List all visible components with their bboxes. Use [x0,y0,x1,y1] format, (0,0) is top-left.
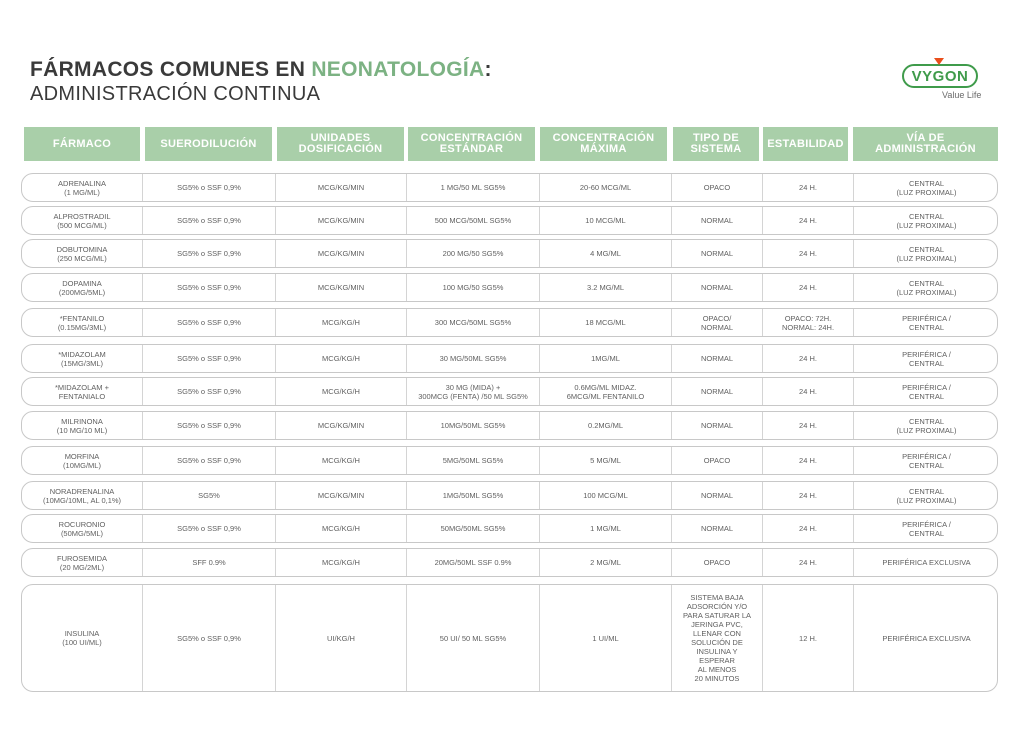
table-cell: NORMAL [671,240,762,267]
table-cell: SG5% o SSF 0,9% [142,412,275,439]
page-title [30,58,492,82]
table-cell: 4 MG/ML [539,240,671,267]
table-cell: 50 UI/ 50 ML SG5% [406,585,539,691]
column-header: ESTABILIDAD [763,127,848,161]
table-row [21,344,998,373]
table-cell: 1 MG/50 ML SG5% [406,174,539,201]
page-subtitle: ADMINISTRACIÓN CONTINUA [30,83,321,105]
table-cell: ROCURONIO (50MG/5ML) [58,519,106,538]
table-cell: 24 H. [762,549,853,576]
table-cell: NORMAL [671,378,762,405]
table-cell: MORFINA (10MG/ML) [63,451,101,470]
table-cell: MCG/KG/H [275,378,406,405]
table-cell: MILRINONA (10 MG/10 ML) [56,416,108,435]
table-cell: 30 MG/50ML SG5% [406,345,539,372]
table-cell: SG5% o SSF 0,9% [142,240,275,267]
table-cell: *MIDAZOLAM + FENTANIALO [55,382,109,401]
table-cell: 3.2 MG/ML [539,274,671,301]
table-cell: CENTRAL (LUZ PROXIMAL) [853,240,999,267]
table-cell: FUROSEMIDA (20 MG/2ML) [56,553,107,572]
table-cell: 30 MG (MIDA) + 300MCG (FENTA) /50 ML SG5% [406,378,539,405]
table-cell: MCG/KG/H [275,309,406,336]
table-cell: 24 H. [762,345,853,372]
table-cell: 24 H. [762,240,853,267]
table-cell: 1MG/50ML SG5% [406,482,539,509]
column-header: CONCENTRACIÓN MÁXIMA [540,127,667,161]
table-cell: PERIFÉRICA EXCLUSIVA [853,549,999,576]
table-cell: SG5% o SSF 0,9% [142,585,275,691]
table-cell: SG5% o SSF 0,9% [142,447,275,474]
table-cell: 500 MCG/50ML SG5% [406,207,539,234]
table-row [21,206,998,235]
table-cell: SG5% o SSF 0,9% [142,515,275,542]
table-cell: CENTRAL (LUZ PROXIMAL) [853,207,999,234]
table-cell: SFF 0.9% [142,549,275,576]
column-header: VÍA DE ADMINISTRACIÓN [853,127,998,161]
table-cell: 12 H. [762,585,853,691]
table-cell: CENTRAL (LUZ PROXIMAL) [853,174,999,201]
table-cell: PERIFÉRICA / CENTRAL [853,309,999,336]
table-cell: CENTRAL (LUZ PROXIMAL) [853,274,999,301]
logo-brand: VYGON [902,64,978,88]
table-cell: SG5% o SSF 0,9% [142,345,275,372]
table-row [21,411,998,440]
table-cell: 24 H. [762,412,853,439]
table-cell: MCG/KG/MIN [275,412,406,439]
table-cell: 10 MCG/ML [539,207,671,234]
table-cell: DOBUTOMINA (250 MCG/ML) [56,244,108,263]
table-cell: SISTEMA BAJA ADSORCIÓN Y/O PARA SATURAR LA JERINGA PVC, LLENAR CON SOLUCIÓN DE INSULINA Y ESPERAR AL MENOS 20 MINUTOS [671,585,762,691]
table-cell: CENTRAL (LUZ PROXIMAL) [853,482,999,509]
table-cell: SG5% o SSF 0,9% [142,207,275,234]
title-block [30,58,492,106]
column-header: FÁRMACO [24,127,140,161]
table-cell: 5 MG/ML [539,447,671,474]
table-cell: 100 MG/50 SG5% [406,274,539,301]
table-cell: NORADRENALINA (10MG/10ML, AL 0,1%) [42,486,122,505]
vygon-logo [902,58,994,102]
table-cell: 20MG/50ML SSF 0.9% [406,549,539,576]
table-cell: 2 MG/ML [539,549,671,576]
table-cell: 1 UI/ML [539,585,671,691]
table-row [21,584,998,692]
column-header: CONCENTRACIÓN ESTÁNDAR [408,127,535,161]
column-header: UNIDADES DOSIFICACIÓN [277,127,404,161]
table-cell: OPACO [671,549,762,576]
table-cell: 24 H. [762,274,853,301]
table-cell: 24 H. [762,447,853,474]
table-cell: *MIDAZOLAM (15MG/3ML) [58,349,106,368]
table-cell: PERIFÉRICA EXCLUSIVA [853,585,999,691]
table-cell: DOPAMINA (200MG/5ML) [58,278,106,297]
table-cell: 24 H. [762,515,853,542]
table-cell: PERIFÉRICA / CENTRAL [853,447,999,474]
table-cell: NORMAL [671,515,762,542]
table-cell: SG5% o SSF 0,9% [142,378,275,405]
table-cell: OPACO [671,174,762,201]
table-row [21,548,998,577]
table-cell: 300 MCG/50ML SG5% [406,309,539,336]
table-row [21,173,998,202]
table-cell: MCG/KG/MIN [275,274,406,301]
table-row [21,481,998,510]
title-part1: FÁRMACOS COMUNES EN [30,58,312,81]
column-header: SUERODILUCIÓN [145,127,272,161]
table-cell: SG5% o SSF 0,9% [142,274,275,301]
table-cell: 18 MCG/ML [539,309,671,336]
table-cell: NORMAL [671,412,762,439]
table-cell: UI/KG/H [275,585,406,691]
table-cell: NORMAL [671,274,762,301]
table-cell: 10MG/50ML SG5% [406,412,539,439]
table-cell: MCG/KG/MIN [275,240,406,267]
table-cell: ALPROSTRADIL (500 MCG/ML) [53,211,111,230]
table-cell: NORMAL [671,345,762,372]
logo-tagline: Value Life [942,90,982,100]
table-cell: SG5% o SSF 0,9% [142,174,275,201]
table-cell: ADRENALINA (1 MG/ML) [58,178,106,197]
table-cell: MCG/KG/MIN [275,207,406,234]
table-cell: 0.6MG/ML MIDAZ. 6MCG/ML FENTANILO [539,378,671,405]
table-cell: 200 MG/50 SG5% [406,240,539,267]
table-cell: MCG/KG/H [275,447,406,474]
table-cell: OPACO/ NORMAL [671,309,762,336]
table-cell: MCG/KG/H [275,549,406,576]
table-cell: SG5% [142,482,275,509]
table-cell: MCG/KG/MIN [275,482,406,509]
table-cell: 0.2MG/ML [539,412,671,439]
title-colon: : [484,58,492,81]
table-row [21,377,998,406]
table-row [21,446,998,475]
table-cell: 5MG/50ML SG5% [406,447,539,474]
table-cell: 24 H. [762,378,853,405]
column-header: TIPO DE SISTEMA [673,127,759,161]
table-cell: 24 H. [762,482,853,509]
title-highlight: NEONATOLOGÍA [311,58,485,81]
logo-triangle-icon [934,58,944,65]
table-cell: MCG/KG/H [275,515,406,542]
table-row [21,239,998,268]
table-row [21,273,998,302]
table-cell: OPACO [671,447,762,474]
table-cell: PERIFÉRICA / CENTRAL [853,515,999,542]
table-cell: MCG/KG/MIN [275,174,406,201]
table-cell: INSULINA (100 UI/ML) [62,629,102,647]
table-cell: 24 H. [762,174,853,201]
table-row [21,308,998,337]
table-cell: 1MG/ML [539,345,671,372]
table-cell: 20-60 MCG/ML [539,174,671,201]
table-cell: SG5% o SSF 0,9% [142,309,275,336]
table-cell: 50MG/50ML SG5% [406,515,539,542]
table-cell: CENTRAL (LUZ PROXIMAL) [853,412,999,439]
table-cell: 24 H. [762,207,853,234]
table-cell: PERIFÉRICA / CENTRAL [853,345,999,372]
table-cell: NORMAL [671,482,762,509]
table-cell: *FENTANILO (0.15MG/3ML) [57,313,107,332]
table-row [21,514,998,543]
table-cell: MCG/KG/H [275,345,406,372]
table-cell: 100 MCG/ML [539,482,671,509]
table-cell: NORMAL [671,207,762,234]
table-cell: 1 MG/ML [539,515,671,542]
table-cell: PERIFÉRICA / CENTRAL [853,378,999,405]
table-cell: OPACO: 72H. NORMAL: 24H. [762,309,853,336]
